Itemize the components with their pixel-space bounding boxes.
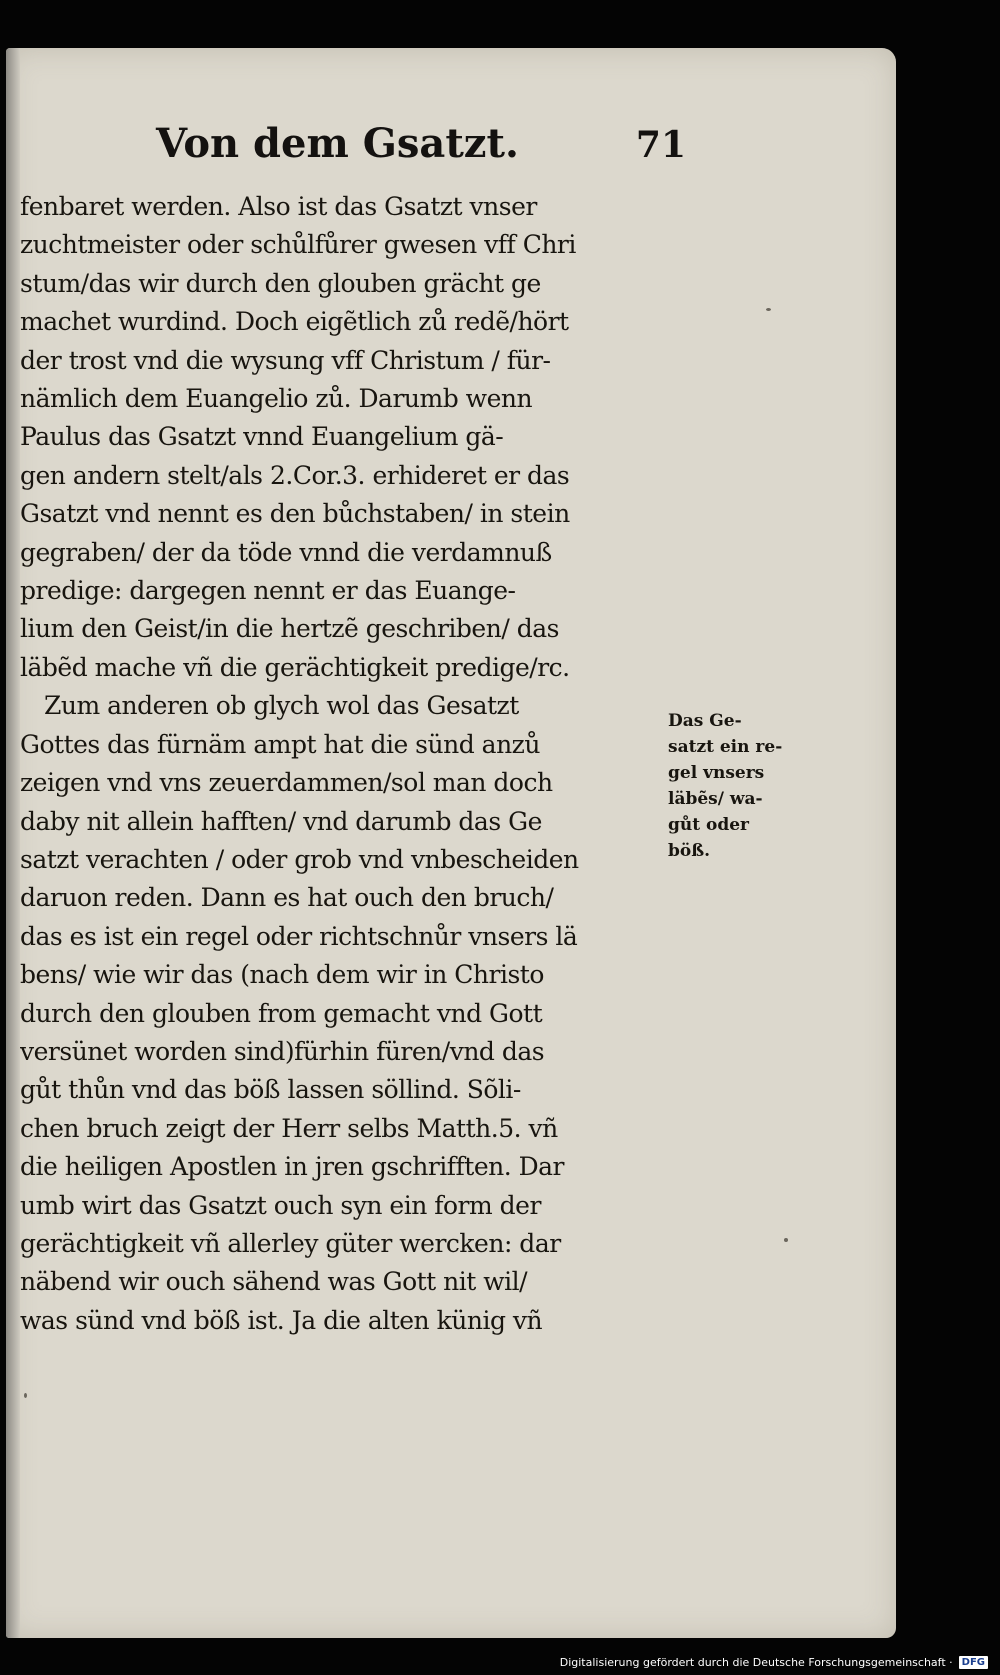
marginal-note-line: Das Ge-: [668, 711, 742, 731]
running-head: [156, 120, 686, 167]
text-line: predige: dargegen nennt er das Euange-: [20, 576, 516, 606]
digitization-credit: Digitalisierung gefördert durch die Deutsche Forschungsgemeinschaft ·: [559, 1656, 953, 1669]
running-head-title: Von dem Gsatzt.: [156, 120, 519, 167]
dfg-logo-icon: DFG: [959, 1656, 988, 1669]
text-line: bens/ wie wir das (nach dem wir in Christo: [20, 960, 544, 990]
text-line: lium den Geist/in die hertzẽ geschriben/ das: [20, 614, 559, 644]
text-line: die heiligen Apostlen in jren gschrifften. Dar: [20, 1152, 565, 1182]
marginal-note-line: gůt oder: [668, 815, 750, 835]
text-line: zuchtmeister oder schůlfůrer gwesen vff Chri: [20, 230, 576, 260]
text-line: nämlich dem Euangelio zů. Darumb wenn: [20, 384, 533, 414]
text-line: zeigen vnd vns zeuerdammen/sol man doch: [20, 768, 553, 798]
marginal-note-line: satzt ein re-: [668, 737, 783, 757]
paper-speck: [24, 1393, 27, 1398]
text-line: gen andern stelt/als 2.Cor.3. erhideret er das: [20, 460, 570, 490]
text-line: der trost vnd die wysung vff Christum / für-: [20, 345, 551, 375]
text-line: läbẽd mache vñ die gerächtigkeit predige/rc.: [20, 652, 570, 682]
text-line: Zum anderen ob glych wol das Gesatzt: [44, 691, 519, 721]
text-line: Paulus das Gsatzt vnnd Euangelium gä-: [20, 422, 504, 452]
marginal-note-line: gel vnsers: [668, 763, 765, 783]
book-page: [6, 48, 896, 1638]
text-line: was sünd vnd böß ist. Ja die alten künig vñ: [20, 1305, 543, 1335]
text-line: machet wurdind. Doch eigẽtlich zů redẽ/hört: [20, 307, 569, 337]
main-text-block: [20, 188, 670, 1340]
page-number: 71: [635, 124, 686, 166]
text-line: fenbaret werden. Also ist das Gsatzt vnser: [20, 192, 537, 221]
marginal-note: [668, 708, 798, 864]
text-line: satzt verachten / oder grob vnd vnbescheiden: [20, 844, 579, 874]
text-line: Gottes das fürnäm ampt hat die sünd anzů: [20, 729, 540, 759]
text-line: gerächtigkeit vñ allerley güter wercken: dar: [20, 1228, 561, 1258]
text-line: daby nit allein hafften/ vnd darumb das Ge: [20, 806, 542, 836]
text-line: stum/das wir durch den glouben grächt ge: [20, 268, 541, 298]
marginal-note-line: böß.: [668, 841, 711, 861]
text-line: umb wirt das Gsatzt ouch syn ein form der: [20, 1190, 541, 1220]
paper-speck: [766, 308, 771, 311]
text-line: das es ist ein regel oder richtschnůr vnsers lä: [20, 921, 578, 951]
text-line: näbend wir ouch sähend was Gott nit wil/: [20, 1267, 528, 1297]
text-line: gůt thůn vnd das böß lassen söllind. Sõli-: [20, 1075, 521, 1105]
digitization-footer: [560, 1656, 988, 1669]
text-line: versünet worden sind)fürhin füren/vnd das: [20, 1036, 545, 1066]
text-line: Gsatzt vnd nennt es den bůchstaben/ in stein: [20, 499, 570, 529]
text-line: durch den glouben from gemacht vnd Gott: [20, 998, 543, 1028]
text-line: chen bruch zeigt der Herr selbs Matth.5. vñ: [20, 1113, 558, 1143]
text-line: gegraben/ der da töde vnnd die verdamnuß: [20, 537, 552, 567]
paper-speck: [784, 1238, 788, 1242]
text-line: daruon reden. Dann es hat ouch den bruch/: [20, 883, 554, 913]
marginal-note-line: läbẽs/ wa-: [668, 789, 763, 809]
page-gutter: [6, 48, 20, 1638]
